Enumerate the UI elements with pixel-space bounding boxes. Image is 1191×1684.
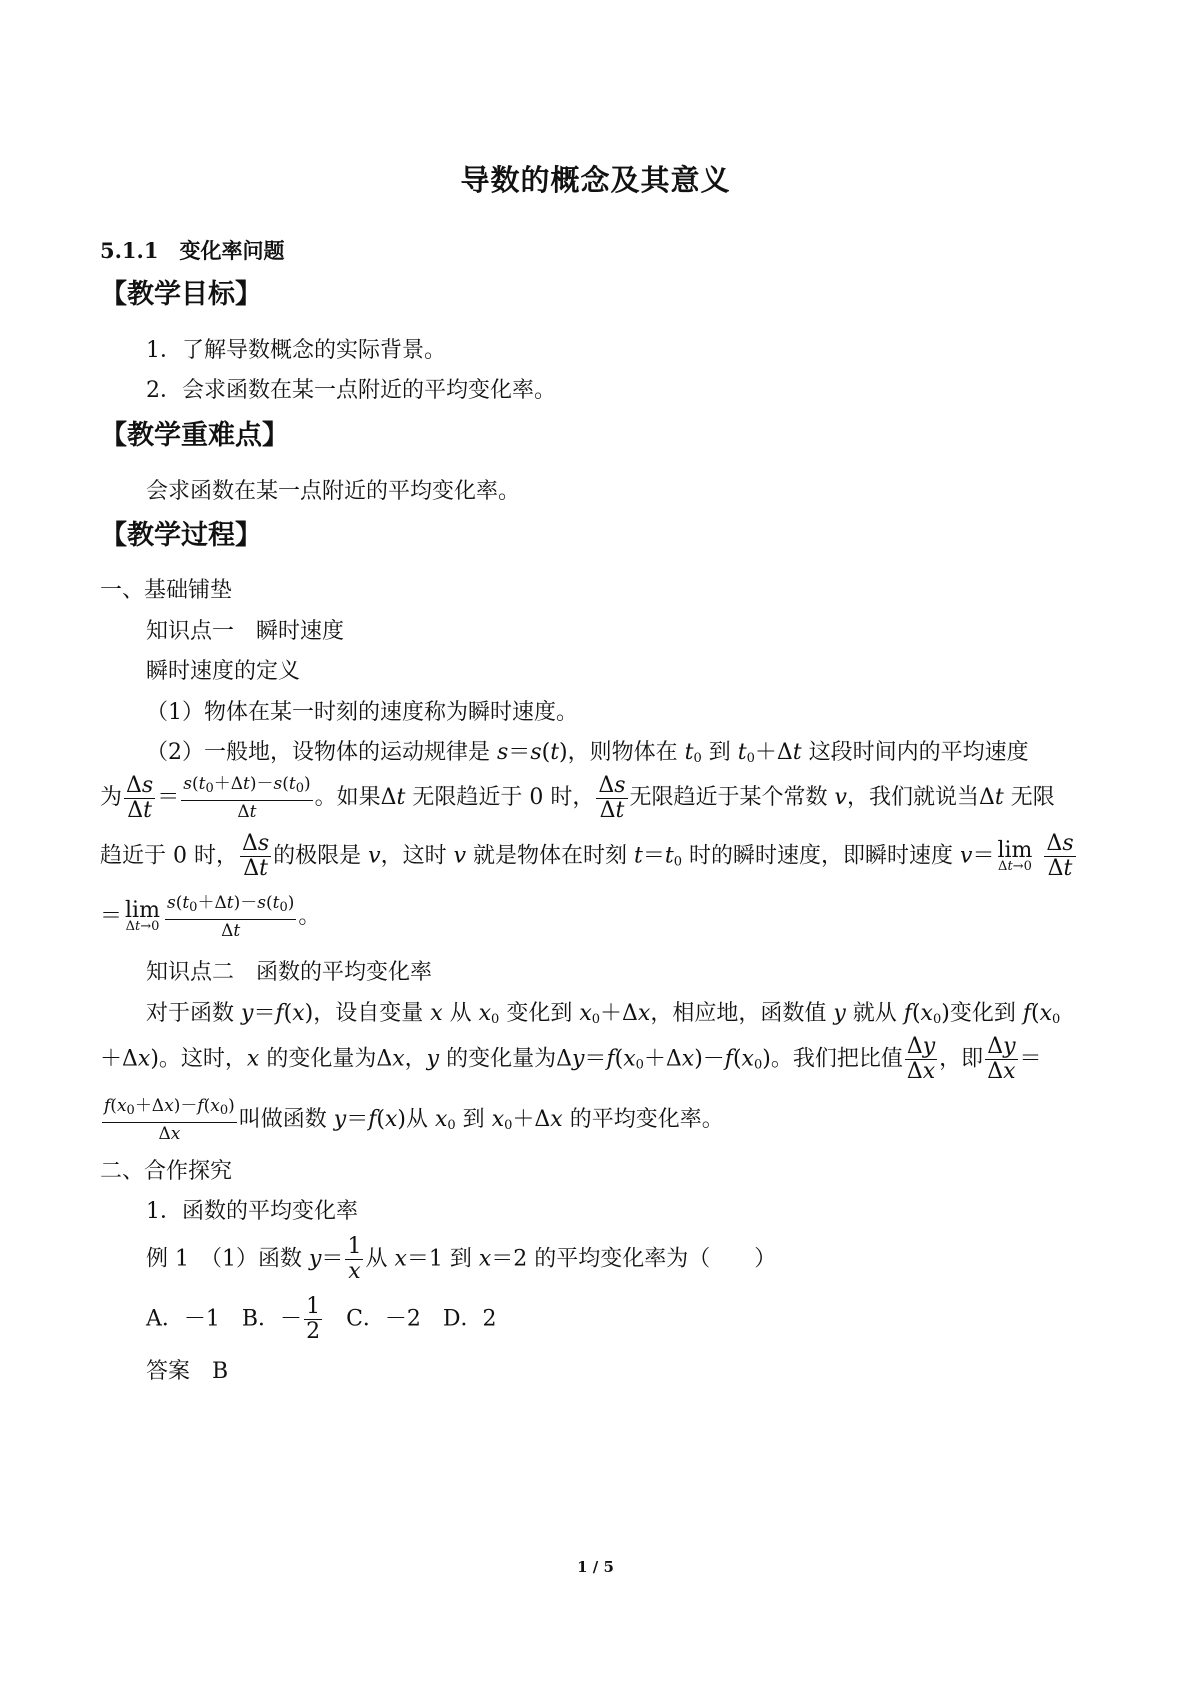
example-1: 例 1 （1）函数 y＝ $\frac{1}{x}$ 从 x＝1 到 x＝2 的平均变化率为（ ） bbox=[146, 1234, 777, 1284]
fraction-ds-dt-2: $\frac{\Delta s}{\Delta t}$ bbox=[598, 772, 626, 823]
goal-item-1: 1．了解导数概念的实际背景。 bbox=[146, 338, 446, 363]
kp1-paragraph-2-line3: 趋近于 0 时， $\frac{\Delta s}{\Delta t}$ 的极限是 v，这时 v 就是物体在时刻 $t=t_0$ 时的瞬时速度，即瞬时速度 v＝ lim Δt→0 $\frac{\Delta s}{\Delta t}$ bbox=[100, 831, 1074, 881]
fraction-1-over-2: $\frac{1}{2}$ bbox=[306, 1294, 321, 1344]
example-1-answer: 答案 B bbox=[146, 1359, 229, 1384]
kp2-title: 知识点二 函数的平均变化率 bbox=[146, 960, 433, 985]
fraction-avg-rate: $\frac{f(x_0+\Delta x)-f(x_0)}{\Delta x}$ bbox=[104, 1096, 235, 1144]
kp1-paragraph-2-line1: （2）一般地，设物体的运动规律是 s＝s(t)，则物体在 $t_0$ 到 $t_0+\Delta t$ 这段时间内的平均速度 bbox=[146, 740, 1029, 766]
fraction-avg-velocity: $\frac{s(t_0+\Delta t)-s(t_0)}{\Delta t}$ bbox=[183, 774, 311, 822]
page-title: 导数的概念及其意义 bbox=[460, 163, 731, 197]
kp2-paragraph-line1: 对于函数 y＝f(x)，设自变量 x 从 $x_0$ 变化到 $x_0+\Delta x$，相应地，函数值 y 就从 $f(x_0)$变化到 $f(x_0$ bbox=[146, 1001, 1061, 1027]
kp2-paragraph-line3: $\frac{f(x_0+\Delta x)-f(x_0)}{\Delta x}$ 叫做函数 y＝f(x)从 $x_0$ 到 $x_0+\Delta x$ 的平均变化率。 bbox=[104, 1096, 724, 1144]
part1-heading: 一、基础铺垫 bbox=[100, 578, 233, 603]
keypoints-heading: 【教学重难点】 bbox=[100, 420, 289, 451]
fraction-dy-dx-2: $\frac{\Delta y}{\Delta x}$ bbox=[987, 1034, 1016, 1084]
goal-item-2: 2．会求函数在某一点附近的平均变化率。 bbox=[146, 378, 556, 403]
kp1-definition-label: 瞬时速度的定义 bbox=[146, 659, 301, 684]
page-number: 1 / 5 bbox=[577, 1558, 614, 1576]
section-heading: 5.1.1 变化率问题 bbox=[100, 238, 285, 263]
kp2-paragraph-line2: ＋Δx)。这时，x 的变化量为Δx，y 的变化量为$\Delta y=f(x_0+\Delta x)-f(x_0)$。我们把比值 $\frac{\Delta y}{\Delta x}$ ，即 $\frac{\Delta y}{\Delta x}$ ＝ bbox=[100, 1034, 1042, 1084]
kp1-title: 知识点一 瞬时速度 bbox=[146, 619, 345, 644]
kp1-paragraph-2-line2: 为 $\frac{\Delta s}{\Delta t}$ ＝ $\frac{s(t_0+\Delta t)-s(t_0)}{\Delta t}$ 。如果Δt 无限趋近于 0 时， $\frac{\Delta s}{\Delta t}$ 无限趋近于某个常数 v，我们就说当Δt 无限 bbox=[100, 772, 1055, 823]
limit-symbol-2: lim Δt→0 bbox=[125, 898, 160, 934]
process-heading: 【教学过程】 bbox=[100, 520, 262, 551]
fraction-dy-dx: $\frac{\Delta y}{\Delta x}$ bbox=[906, 1034, 936, 1084]
keypoints-text: 会求函数在某一点附近的平均变化率。 bbox=[146, 479, 521, 504]
kp1-paragraph-2-line4: ＝ lim Δt→0 $\frac{s(t_0+\Delta t)-s(t_0)}{\Delta t}$ 。 bbox=[100, 893, 321, 941]
fraction-ds-dt-3: $\frac{\Delta s}{\Delta t}$ bbox=[241, 831, 270, 881]
limit-symbol: lim Δt→0 bbox=[997, 837, 1033, 874]
fraction-instant-velocity: $\frac{s(t_0+\Delta t)-s(t_0)}{\Delta t}$ bbox=[166, 893, 295, 941]
fraction-1-over-x: $\frac{1}{x}$ bbox=[347, 1234, 362, 1284]
fraction-ds-dt: $\frac{\Delta s}{\Delta t}$ bbox=[126, 772, 154, 823]
goals-heading: 【教学目标】 bbox=[100, 279, 262, 310]
fraction-ds-dt-4: $\frac{\Delta s}{\Delta t}$ bbox=[1046, 831, 1074, 881]
kp1-paragraph-1: （1）物体在某一时刻的速度称为瞬时速度。 bbox=[146, 700, 578, 725]
subsection-1: 1．函数的平均变化率 bbox=[146, 1199, 358, 1224]
example-1-options: A．－1 B．－ $\frac{1}{2}$ C．－2 D．2 bbox=[146, 1294, 497, 1344]
part2-heading: 二、合作探究 bbox=[100, 1159, 233, 1184]
